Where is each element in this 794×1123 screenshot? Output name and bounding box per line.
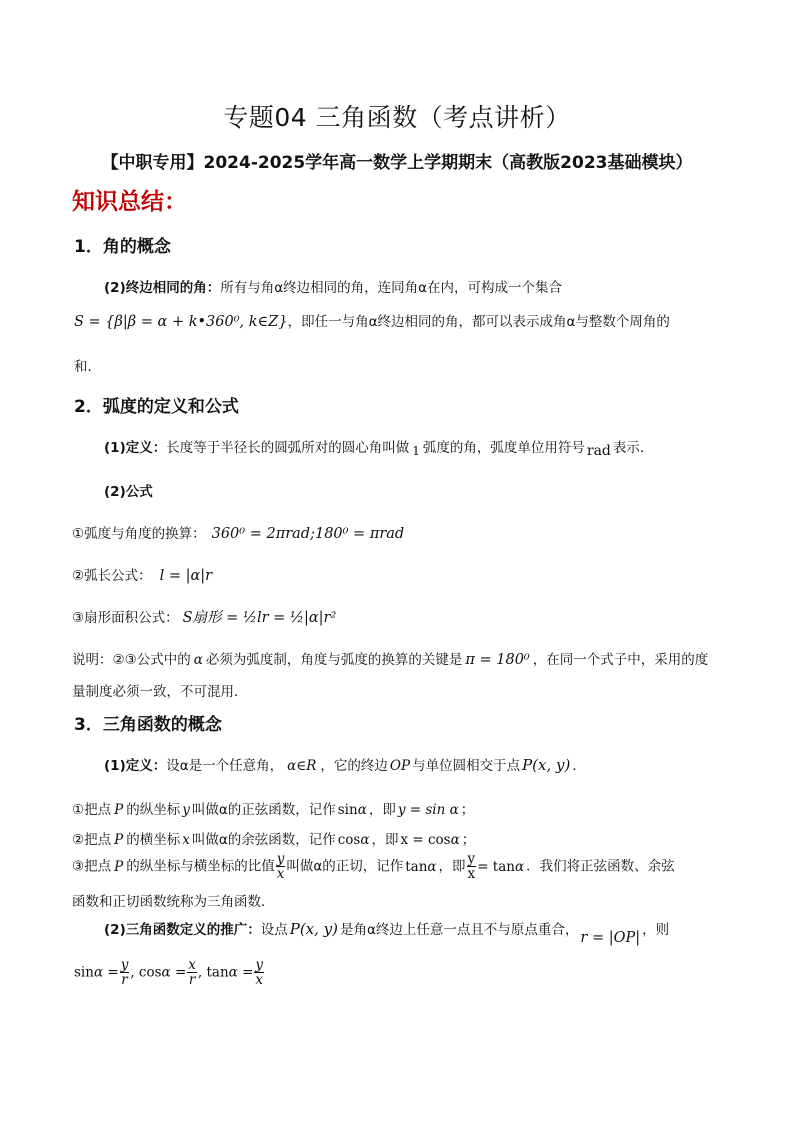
ext-point: P(x, y) bbox=[289, 920, 339, 938]
line2-x: x bbox=[182, 832, 190, 848]
section3-def-text-b: ，它的终边 bbox=[320, 758, 388, 774]
section3-def-text-c: 与单位圆相交于点 bbox=[412, 758, 521, 774]
line1-formula: y = sin α bbox=[397, 802, 459, 818]
section3-line3-tail: 函数和正切函数统称为三角函数． bbox=[72, 894, 275, 910]
section2-item1 bbox=[72, 522, 404, 542]
section3-line1 bbox=[72, 798, 474, 818]
line3-ratio: $\frac{y}{x}$ bbox=[276, 851, 285, 883]
section3-extension bbox=[104, 918, 670, 946]
line3-formula-frac: $\frac{y}{x}$ bbox=[467, 851, 476, 883]
section3-def-cond: α∈R bbox=[287, 758, 317, 774]
section2-definition bbox=[104, 436, 654, 459]
line1-f: ； bbox=[460, 802, 475, 818]
section2-def-text-b: 弧度的角，弧度单位用符号 bbox=[422, 440, 585, 456]
item3-label: ③扇形面积公式： bbox=[72, 610, 179, 626]
note-alpha: α bbox=[193, 652, 203, 668]
note-formula: π = 180⁰ bbox=[465, 652, 530, 668]
section1-item bbox=[104, 276, 562, 296]
line2-f: ； bbox=[461, 832, 476, 848]
line1-sin: sinα bbox=[337, 802, 367, 818]
line1-y: y bbox=[182, 802, 190, 818]
line3-e: ．我们将正弦函数、余弦 bbox=[526, 858, 675, 875]
section2-heading: 2．弧度的定义和公式 bbox=[74, 397, 239, 417]
section3-line3 bbox=[72, 852, 675, 881]
section2-formula-label: (2)公式 bbox=[104, 484, 153, 500]
line2-formula: x = cosα bbox=[400, 832, 460, 848]
section1-set-tail: 和． bbox=[74, 359, 101, 375]
line3-a: ③把点 bbox=[72, 858, 112, 875]
item2-label: ②弧长公式： bbox=[72, 568, 152, 584]
ext-formula: r = |OP| bbox=[580, 930, 641, 946]
line1-d: ，即 bbox=[368, 802, 396, 818]
item1-formula: 360⁰ = 2πrad;180⁰ = πrad bbox=[211, 526, 405, 542]
line2-point: P bbox=[114, 832, 124, 848]
line1-c: 叫做α的正弦函数，记作 bbox=[191, 802, 336, 818]
section1-set-line bbox=[74, 310, 670, 330]
section3-def-label: (1)定义： bbox=[104, 758, 167, 774]
ext-text-a: 设点 bbox=[260, 922, 288, 938]
line3-point: P bbox=[114, 858, 124, 875]
page-title: 专题04 三角函数（考点讲析） bbox=[223, 103, 571, 132]
section3-def-point: P(x, y) bbox=[522, 756, 571, 774]
section2-def-one: 1 bbox=[412, 444, 420, 458]
section2-def-rad: rad bbox=[586, 443, 611, 459]
line3-d: ，即 bbox=[438, 858, 466, 875]
section2-def-text-a: 长度等于半径长的圆弧所对的圆心角叫做 bbox=[166, 440, 410, 456]
section3-def-text-d: ． bbox=[572, 758, 586, 774]
set-suffix: ，即任一与角α终边相同的角，都可以表示成角α与整数个周角的 bbox=[287, 314, 670, 330]
line2-b: 的横坐标 bbox=[126, 832, 181, 848]
section3-def-text-a: 设α是一个任意角， bbox=[166, 758, 284, 774]
section1-heading: 1．角的概念 bbox=[74, 237, 171, 257]
line1-b: 的纵坐标 bbox=[126, 802, 181, 818]
section3-heading: 3．三角函数的概念 bbox=[74, 715, 222, 735]
note-b: 必须为弧度制，角度与弧度的换算的关键是 bbox=[205, 652, 463, 668]
ext-text-c: ，则 bbox=[642, 922, 670, 938]
line1-point: P bbox=[114, 802, 124, 818]
section3-def-op: OP bbox=[389, 758, 411, 774]
section2-def-label: (1)定义： bbox=[104, 440, 167, 456]
line3-c: 叫做α的正切，记作 bbox=[286, 858, 404, 875]
line1-a: ①把点 bbox=[72, 802, 112, 818]
note-c: ，在同一个式子中，采用的度 bbox=[532, 652, 709, 668]
section2-item3 bbox=[72, 606, 336, 627]
line2-d: ，即 bbox=[371, 832, 399, 848]
line2-a: ②把点 bbox=[72, 832, 112, 848]
item1-label: ①弧度与角度的换算： bbox=[72, 526, 206, 542]
ext-text-b: 是角α终边上任意一点且不与原点重合， bbox=[340, 922, 579, 938]
section2-note bbox=[72, 648, 708, 668]
item2-formula: l = |α|r bbox=[159, 568, 213, 584]
section3-definition bbox=[104, 754, 586, 774]
section2-note-tail: 量制度必须一致，不可混用． bbox=[72, 684, 248, 700]
line3-tan: tanα bbox=[405, 858, 437, 875]
line3-formula-rhs: = tanα bbox=[477, 858, 525, 875]
section1-item-label: (2)终边相同的角： bbox=[104, 280, 221, 296]
ext-label: (2)三角函数定义的推广： bbox=[104, 922, 261, 938]
line2-c: 叫做α的余弦函数，记作 bbox=[191, 832, 336, 848]
set-formula: S = {β|β = α + k•360⁰, k∈Z} bbox=[74, 314, 288, 330]
section3-final-formula: sinα = $\frac{y}{r}$ , cosα = $\frac{x}{r}$ , tanα = $\frac{y}{x}$ bbox=[74, 957, 264, 989]
item3-formula: S扇形 = ½lr = ½|α|r² bbox=[182, 610, 337, 626]
section3-line2 bbox=[72, 828, 475, 848]
note-a: 说明：②③公式中的 bbox=[72, 652, 191, 668]
section2-item2 bbox=[72, 564, 212, 584]
line3-b: 的纵坐标与横坐标的比值 bbox=[126, 858, 275, 875]
section2-def-text-c: 表示． bbox=[612, 440, 654, 456]
line2-cos: cosα bbox=[337, 832, 370, 848]
page-subtitle: 【中职专用】2024-2025学年高一数学上学期期末（高教版2023基础模块） bbox=[101, 153, 693, 173]
section1-item-text: 所有与角α终边相同的角，连同角α在内，可构成一个集合 bbox=[220, 280, 563, 296]
summary-heading: 知识总结： bbox=[72, 189, 187, 215]
